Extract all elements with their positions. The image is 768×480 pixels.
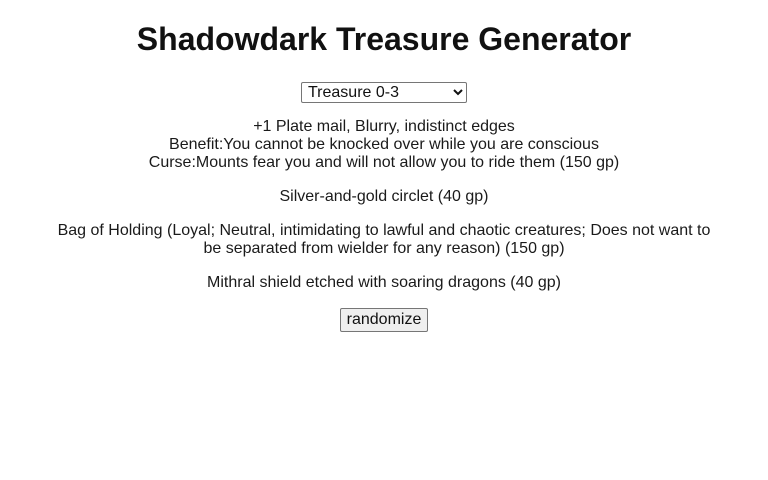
actions xyxy=(0,308,768,332)
treasure-item xyxy=(54,118,714,172)
treasure-selector-wrap xyxy=(0,82,768,103)
treasure-item-name: Silver-and-gold circlet (40 gp) xyxy=(279,188,489,205)
treasure-item xyxy=(54,222,714,258)
treasure-results xyxy=(0,118,768,292)
treasure-item xyxy=(54,188,714,206)
randomize-button[interactable]: randomize xyxy=(340,308,429,332)
treasure-item-curse: Curse:Mounts fear you and will not allow you to ride them (150 gp) xyxy=(148,154,620,171)
treasure-item-name: Bag of Holding (Loyal; Neutral, intimidating to lawful and chaotic creatures; Does not want to be separated from wielder for any reason) (150 gp) xyxy=(57,222,711,257)
treasure-item-name: +1 Plate mail, Blurry, indistinct edges xyxy=(253,118,515,135)
treasure-item-name: Mithral shield etched with soaring dragons (40 gp) xyxy=(207,274,561,291)
treasure-tier-select[interactable] xyxy=(301,82,467,103)
page-title: Shadowdark Treasure Generator xyxy=(136,21,632,57)
treasure-item xyxy=(54,274,714,292)
treasure-item-benefit: Benefit:You cannot be knocked over while you are conscious xyxy=(169,136,599,153)
